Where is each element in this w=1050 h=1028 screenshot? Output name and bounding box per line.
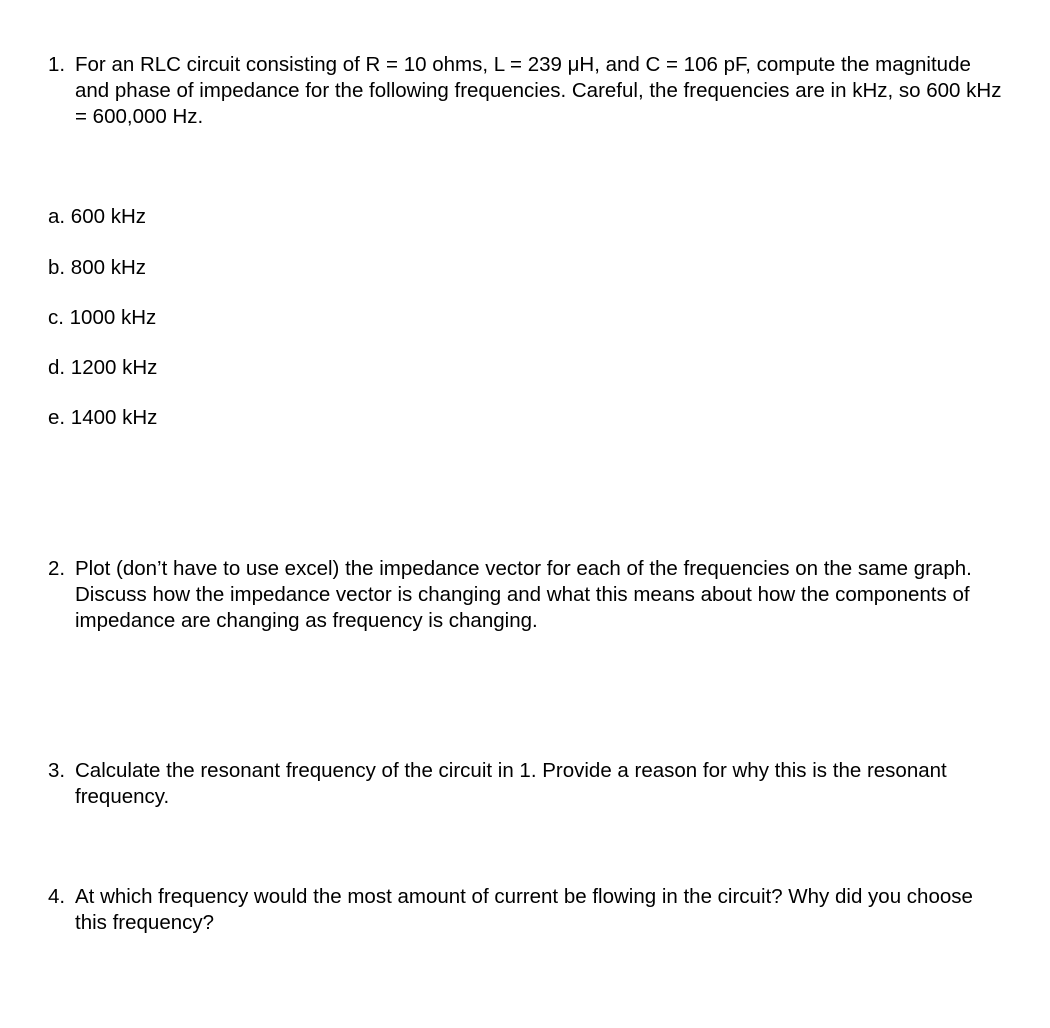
question-text: Plot (don’t have to use excel) the impedance vector for each of the frequencies on the same graph. Discuss how the impedance vector is changing and what this means about how the components of impedance are changing as frequency is changing. — [75, 557, 972, 632]
question-1-part-c: c. 1000 kHz — [48, 306, 157, 329]
question-4 — [48, 884, 1008, 936]
question-number: 1. — [48, 53, 66, 76]
question-text: For an RLC circuit consisting of R = 10 ohms, L = 239 μH, and C = 106 pF, compute the magnitude and phase of impedance for the following frequencies. Careful, the frequencies are in kHz, so 600 kHz = 600,000 Hz. — [75, 53, 1002, 128]
question-number: 4. — [48, 885, 66, 908]
question-3 — [48, 758, 1008, 810]
question-1-part-b: b. 800 kHz — [48, 256, 146, 279]
question-text: Calculate the resonant frequency of the circuit in 1. Provide a reason for why this is the resonant frequency. — [75, 759, 947, 808]
question-number: 3. — [48, 759, 66, 782]
question-1-part-a: a. 600 kHz — [48, 205, 146, 228]
question-1-part-e: e. 1400 kHz — [48, 406, 158, 429]
question-1 — [48, 52, 1008, 130]
question-text: At which frequency would the most amount of current be flowing in the circuit? Why did you choose this frequency? — [75, 885, 973, 934]
question-1-part-d: d. 1200 kHz — [48, 356, 158, 379]
question-2 — [48, 556, 1008, 634]
question-number: 2. — [48, 557, 66, 580]
